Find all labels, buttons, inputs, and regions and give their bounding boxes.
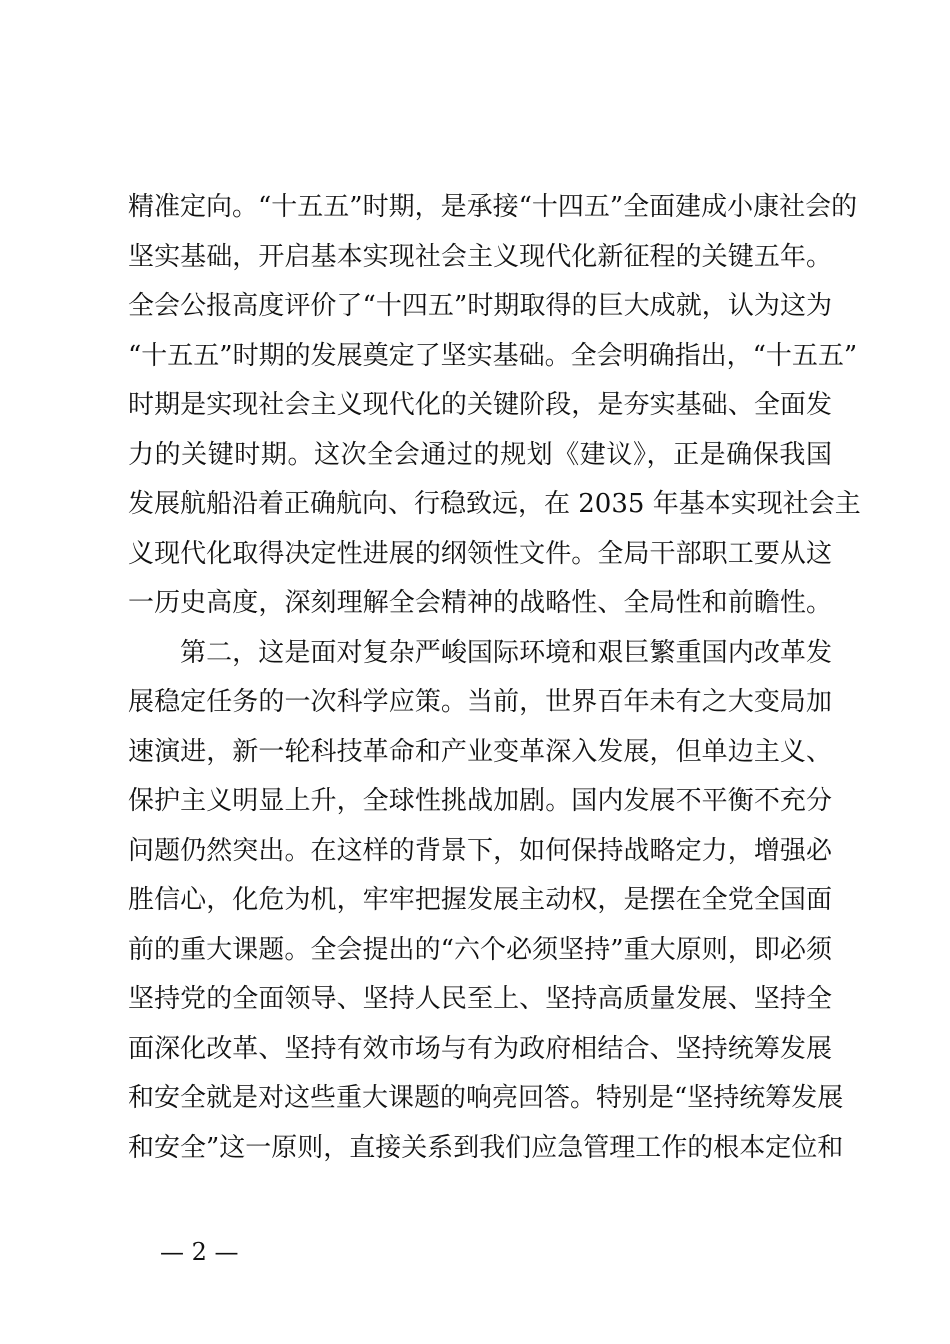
text-line: 坚实基础，开启基本实现社会主义现代化新征程的关键五年。 <box>128 242 832 272</box>
text-line: 坚持党的全面领导、坚持人民至上、坚持高质量发展、坚持全 <box>128 984 832 1014</box>
text-line: 展稳定任务的一次科学应策。当前，世界百年未有之大变局加 <box>128 687 832 717</box>
text-line: 全会公报高度评价了“十四五”时期取得的巨大成就，认为这为 <box>128 291 832 321</box>
text-line: 一历史高度，深刻理解全会精神的战略性、全局性和前瞻性。 <box>128 588 832 618</box>
text-line: 面深化改革、坚持有效市场与有为政府相结合、坚持统筹发展 <box>128 1034 832 1064</box>
text-line: 速演进，新一轮科技革命和产业变革深入发展，但单边主义、 <box>128 737 832 767</box>
text-line: 精准定向。“十五五”时期，是承接“十四五”全面建成小康社会的 <box>128 192 858 222</box>
text-line: “十五五”时期的发展奠定了坚实基础。全会明确指出，“十五五” <box>128 341 858 371</box>
text-line: 和安全就是对这些重大课题的响亮回答。特别是“坚持统筹发展 <box>128 1083 844 1113</box>
text-line: 保护主义明显上升，全球性挑战加剧。国内发展不平衡不充分 <box>128 786 832 816</box>
text-line: 胜信心，化危为机，牢牢把握发展主动权，是摆在全党全国面 <box>128 885 832 915</box>
text-line: 义现代化取得决定性进展的纲领性文件。全局干部职工要从这 <box>128 539 832 569</box>
text-line: 第二，这是面对复杂严峻国际环境和艰巨繁重国内改革发 <box>180 638 832 668</box>
text-line: 前的重大课题。全会提出的“六个必须坚持”重大原则，即必须 <box>128 935 832 965</box>
text-line: 发展航船沿着正确航向、行稳致远，在 2035 年基本实现社会主 <box>128 489 861 519</box>
page-number: — 2 — <box>160 1238 239 1266</box>
text-line: 时期是实现社会主义现代化的关键阶段，是夯实基础、全面发 <box>128 390 832 420</box>
text-line: 和安全”这一原则，直接关系到我们应急管理工作的根本定位和 <box>128 1133 844 1163</box>
text-line: 问题仍然突出。在这样的背景下，如何保持战略定力，增强必 <box>128 836 832 866</box>
text-line: 力的关键时期。这次全会通过的规划《建议》，正是确保我国 <box>128 440 832 470</box>
